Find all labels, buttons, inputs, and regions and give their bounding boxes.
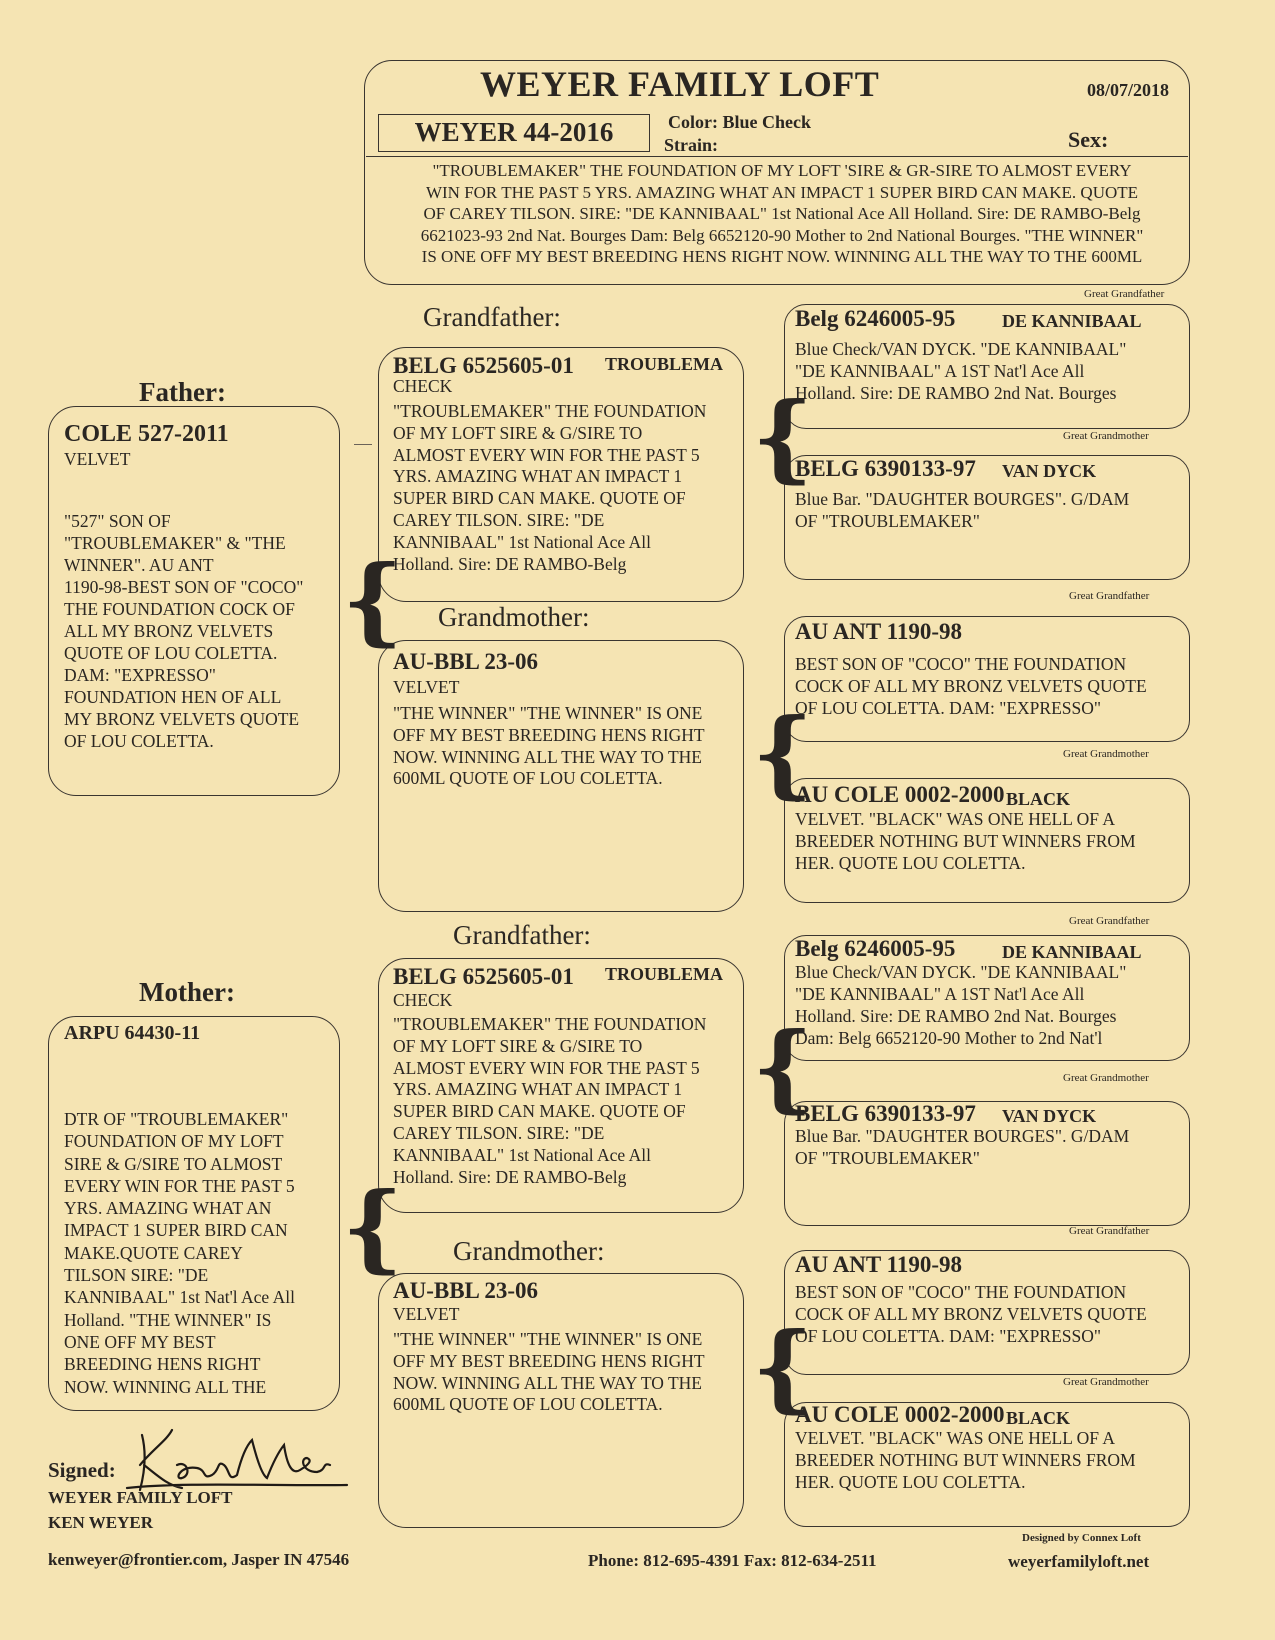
ggp-4-band: AU COLE 0002-2000 — [795, 782, 1005, 807]
grandfather-heading-2: Grandfather: — [453, 920, 591, 950]
gf2-name: TROUBLEMA — [605, 964, 724, 984]
brace-mother: { — [342, 1172, 404, 1283]
brace-gf2: { — [752, 1012, 814, 1123]
mother-heading: Mother: — [139, 977, 235, 1007]
signed-name: KEN WEYER — [48, 1513, 154, 1532]
ggm-label-2: Great Grandmother — [1063, 748, 1149, 760]
gf2-band: BELG 6525605-01 — [393, 964, 574, 989]
brace-gf1: { — [752, 382, 814, 493]
ggm-label-4: Great Grandmother — [1063, 1376, 1149, 1388]
designed-by: Designed by Connex Loft — [1022, 1532, 1141, 1544]
gm1-text: "THE WINNER" "THE WINNER" IS ONE OFF MY BEST BREEDING HENS RIGHT NOW. WINNING ALL THE WAY TO THE 600ML QUOTE OF LOU COLETTA. — [393, 703, 705, 789]
strain-field: Strain: — [664, 135, 718, 155]
gf2-color: CHECK — [393, 990, 453, 1010]
band-box — [378, 114, 650, 152]
ggp-7-text: BEST SON OF "COCO" THE FOUNDATION COCK OF ALL MY BRONZ VELVETS QUOTE OF LOU COLETTA. DAM: "EXPRESSO" — [795, 1282, 1147, 1346]
father-color: VELVET — [64, 449, 131, 469]
brace-father: { — [342, 545, 404, 656]
gm2-text: "THE WINNER" "THE WINNER" IS ONE OFF MY BEST BREEDING HENS RIGHT NOW. WINNING ALL THE WAY TO THE 600ML QUOTE OF LOU COLETTA. — [393, 1329, 705, 1415]
ggp-3-band: AU ANT 1190-98 — [795, 619, 962, 644]
header-divider — [366, 156, 1188, 157]
mother-band: ARPU 64430-11 — [64, 1022, 201, 1044]
footer-email[interactable]: kenweyer@frontier.com, Jasper IN 47546 — [48, 1550, 350, 1569]
band-number: WEYER 44-2016 — [414, 117, 614, 147]
gf1-color: CHECK — [393, 376, 453, 396]
ggp-8-band: AU COLE 0002-2000 — [795, 1402, 1005, 1427]
ggf-label-1: Great Grandfather — [1084, 288, 1165, 300]
header-description: "TROUBLEMAKER" THE FOUNDATION OF MY LOFT 'SIRE & GR-SIRE TO ALMOST EVERY WIN FOR THE PAST 5 YRS. AMAZING WHAT AN IMPACT 1 SUPER BIRD CAN MAKE. QUOTE OF CAREY TILSON. SIRE: "DE KANNIBAAL" 1st National Ace All Holland. Sire: DE RAMBO-Belg 6621023-93 2nd Nat. Bourges Dam: Belg 6652120-90 Mother to 2nd National Bourges. "THE WINNER" IS ONE OFF MY BEST BREEDING HENS RIGHT NOW. WINNING ALL THE WAY TO THE 600ML — [420, 161, 1144, 266]
grandfather-heading-1: Grandfather: — [423, 302, 561, 332]
ggp-8-name: BLACK — [1006, 1408, 1071, 1428]
connector-dash — [354, 444, 372, 445]
ggp-5-band: Belg 6246005-95 — [795, 936, 956, 961]
gm2-color: VELVET — [393, 1304, 460, 1324]
date: 08/07/2018 — [1087, 80, 1170, 100]
grandmother-heading-2: Grandmother: — [453, 1236, 605, 1266]
gm2-band: AU-BBL 23-06 — [393, 1278, 539, 1303]
ggp-2-band: BELG 6390133-97 — [795, 456, 976, 481]
ggp-6-text: Blue Bar. "DAUGHTER BOURGES". G/DAM OF "TROUBLEMAKER" — [795, 1126, 1130, 1168]
father-band: COLE 527-2011 — [64, 421, 229, 447]
signed-loft: WEYER FAMILY LOFT — [48, 1488, 233, 1507]
ggp-7-band: AU ANT 1190-98 — [795, 1252, 962, 1277]
gf1-band: BELG 6525605-01 — [393, 353, 574, 378]
ggm-label-3: Great Grandmother — [1063, 1072, 1149, 1084]
ggm-label-1: Great Grandmother — [1063, 430, 1149, 442]
ggp-5-text: Blue Check/VAN DYCK. "DE KANNIBAAL" "DE KANNIBAAL" A 1ST Nat'l Ace All Holland. Sire: DE RAMBO 2nd Nat. Bourges Dam: Belg 6652120-90 Mother to 2nd Nat'l — [795, 962, 1127, 1048]
loft-title: WEYER FAMILY LOFT — [480, 64, 880, 104]
gm1-band: AU-BBL 23-06 — [393, 649, 539, 674]
ggp-5-name: DE KANNIBAAL — [1002, 942, 1142, 962]
sex-field: Sex: — [1068, 127, 1109, 152]
ggf-label-2: Great Grandfather — [1069, 590, 1150, 602]
ggf-label-4: Great Grandfather — [1069, 1225, 1150, 1237]
footer-phone: Phone: 812-695-4391 Fax: 812-634-2511 — [588, 1551, 877, 1570]
father-text: "527" SON OF "TROUBLEMAKER" & "THE WINNER". AU ANT 1190-98-BEST SON OF "COCO" THE FOUNDATION COCK OF ALL MY BRONZ VELVETS QUOTE OF LOU COLETTA. DAM: "EXPRESSO" FOUNDATION HEN OF ALL MY BRONZ VELVETS QUOTE OF LOU COLETTA. — [64, 511, 304, 751]
brace-gm2: { — [752, 1312, 814, 1423]
gm1-color: VELVET — [393, 677, 460, 697]
ggp-6-band: BELG 6390133-97 — [795, 1101, 976, 1126]
gf1-name: TROUBLEMA — [605, 354, 724, 374]
ggp-6-name: VAN DYCK — [1002, 1106, 1097, 1126]
ggp-4-text: VELVET. "BLACK" WAS ONE HELL OF A BREEDER NOTHING BUT WINNERS FROM HER. QUOTE LOU COLETTA. — [795, 809, 1136, 873]
color-field: Color: Blue Check — [668, 112, 811, 132]
footer-website[interactable]: weyerfamilyloft.net — [1008, 1552, 1150, 1571]
ggp-2-name: VAN DYCK — [1002, 461, 1097, 481]
brace-gm1: { — [752, 698, 814, 809]
father-heading: Father: — [139, 377, 226, 407]
ggp-1-band: Belg 6246005-95 — [795, 306, 956, 331]
mother-text: DTR OF "TROUBLEMAKER" FOUNDATION OF MY LOFT SIRE & G/SIRE TO ALMOST EVERY WIN FOR THE PAST 5 YRS. AMAZING WHAT AN IMPACT 1 SUPER BIRD CAN MAKE.QUOTE CAREY TILSON SIRE: "DE KANNIBAAL" 1st Nat'l Ace All Holland. "THE WINNER" IS ONE OFF MY BEST BREEDING HENS RIGHT NOW. WINNING ALL THE — [64, 1109, 295, 1397]
ggf-label-3: Great Grandfather — [1069, 915, 1150, 927]
ggp-3-text: BEST SON OF "COCO" THE FOUNDATION COCK OF ALL MY BRONZ VELVETS QUOTE OF LOU COLETTA. DAM: "EXPRESSO" — [795, 654, 1147, 718]
ggp-4-name: BLACK — [1006, 789, 1071, 809]
grandmother-heading-1: Grandmother: — [438, 602, 590, 632]
ggp-8-text: VELVET. "BLACK" WAS ONE HELL OF A BREEDER NOTHING BUT WINNERS FROM HER. QUOTE LOU COLETTA. — [795, 1428, 1136, 1492]
ggp-2-text: Blue Bar. "DAUGHTER BOURGES". G/DAM OF "TROUBLEMAKER" — [795, 489, 1130, 531]
signed-label: Signed: — [48, 1458, 116, 1482]
gf1-text: "TROUBLEMAKER" THE FOUNDATION OF MY LOFT SIRE & G/SIRE TO ALMOST EVERY WIN FOR THE PAST 5 YRS. AMAZING WHAT AN IMPACT 1 SUPER BIRD CAN MAKE. QUOTE OF CAREY TILSON. SIRE: "DE KANNIBAAL" 1st National Ace All Holland. Sire: DE RAMBO-Belg — [393, 401, 707, 574]
ggp-1-text: Blue Check/VAN DYCK. "DE KANNIBAAL" "DE KANNIBAAL" A 1ST Nat'l Ace All Holland. Sire: DE RAMBO 2nd Nat. Bourges — [795, 339, 1127, 403]
ggp-1-name: DE KANNIBAAL — [1002, 311, 1142, 331]
gf2-text: "TROUBLEMAKER" THE FOUNDATION OF MY LOFT SIRE & G/SIRE TO ALMOST EVERY WIN FOR THE PAST 5 YRS. AMAZING WHAT AN IMPACT 1 SUPER BIRD CAN MAKE. QUOTE OF CAREY TILSON. SIRE: "DE KANNIBAAL" 1st National Ace All Holland. Sire: DE RAMBO-Belg — [393, 1014, 707, 1187]
